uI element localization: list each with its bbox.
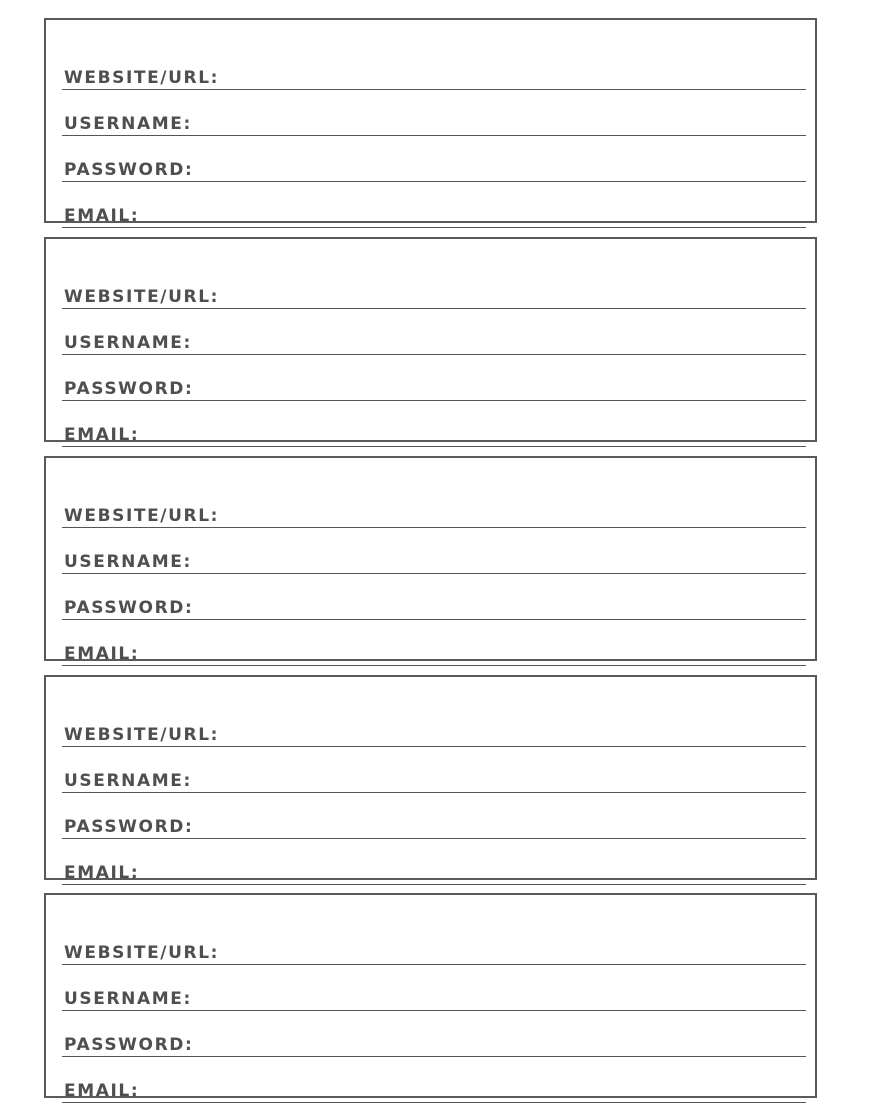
username-label: USERNAME: [64, 333, 192, 353]
website-field[interactable] [62, 279, 806, 309]
password-field[interactable] [62, 152, 806, 182]
email-field[interactable] [62, 855, 806, 885]
username-field[interactable] [62, 544, 806, 574]
entry-card [44, 456, 817, 664]
email-label: EMAIL: [64, 1081, 140, 1101]
website-label: WEBSITE/URL: [64, 68, 220, 88]
password-label: PASSWORD: [64, 817, 194, 837]
username-field[interactable] [62, 106, 806, 136]
website-field[interactable] [62, 935, 806, 965]
website-label: WEBSITE/URL: [64, 506, 220, 526]
entry-card [44, 18, 817, 226]
email-label: EMAIL: [64, 863, 140, 883]
email-field[interactable] [62, 417, 806, 447]
password-field[interactable] [62, 590, 806, 620]
username-field[interactable] [62, 763, 806, 793]
password-label: PASSWORD: [64, 598, 194, 618]
email-label: EMAIL: [64, 206, 140, 226]
email-field[interactable] [62, 636, 806, 666]
username-field[interactable] [62, 981, 806, 1011]
email-label: EMAIL: [64, 425, 140, 445]
password-field[interactable] [62, 371, 806, 401]
password-label: PASSWORD: [64, 1035, 194, 1055]
entry-card [44, 237, 817, 445]
entry-card [44, 675, 817, 883]
username-label: USERNAME: [64, 114, 192, 134]
email-field[interactable] [62, 1073, 806, 1103]
email-label: EMAIL: [64, 644, 140, 664]
website-field[interactable] [62, 498, 806, 528]
username-label: USERNAME: [64, 552, 192, 572]
email-field[interactable] [62, 198, 806, 228]
website-field[interactable] [62, 60, 806, 90]
website-field[interactable] [62, 717, 806, 747]
username-label: USERNAME: [64, 989, 192, 1009]
website-label: WEBSITE/URL: [64, 725, 220, 745]
website-label: WEBSITE/URL: [64, 943, 220, 963]
password-label: PASSWORD: [64, 160, 194, 180]
entry-card [44, 893, 817, 1101]
password-label: PASSWORD: [64, 379, 194, 399]
website-label: WEBSITE/URL: [64, 287, 220, 307]
username-label: USERNAME: [64, 771, 192, 791]
password-field[interactable] [62, 809, 806, 839]
username-field[interactable] [62, 325, 806, 355]
password-field[interactable] [62, 1027, 806, 1057]
